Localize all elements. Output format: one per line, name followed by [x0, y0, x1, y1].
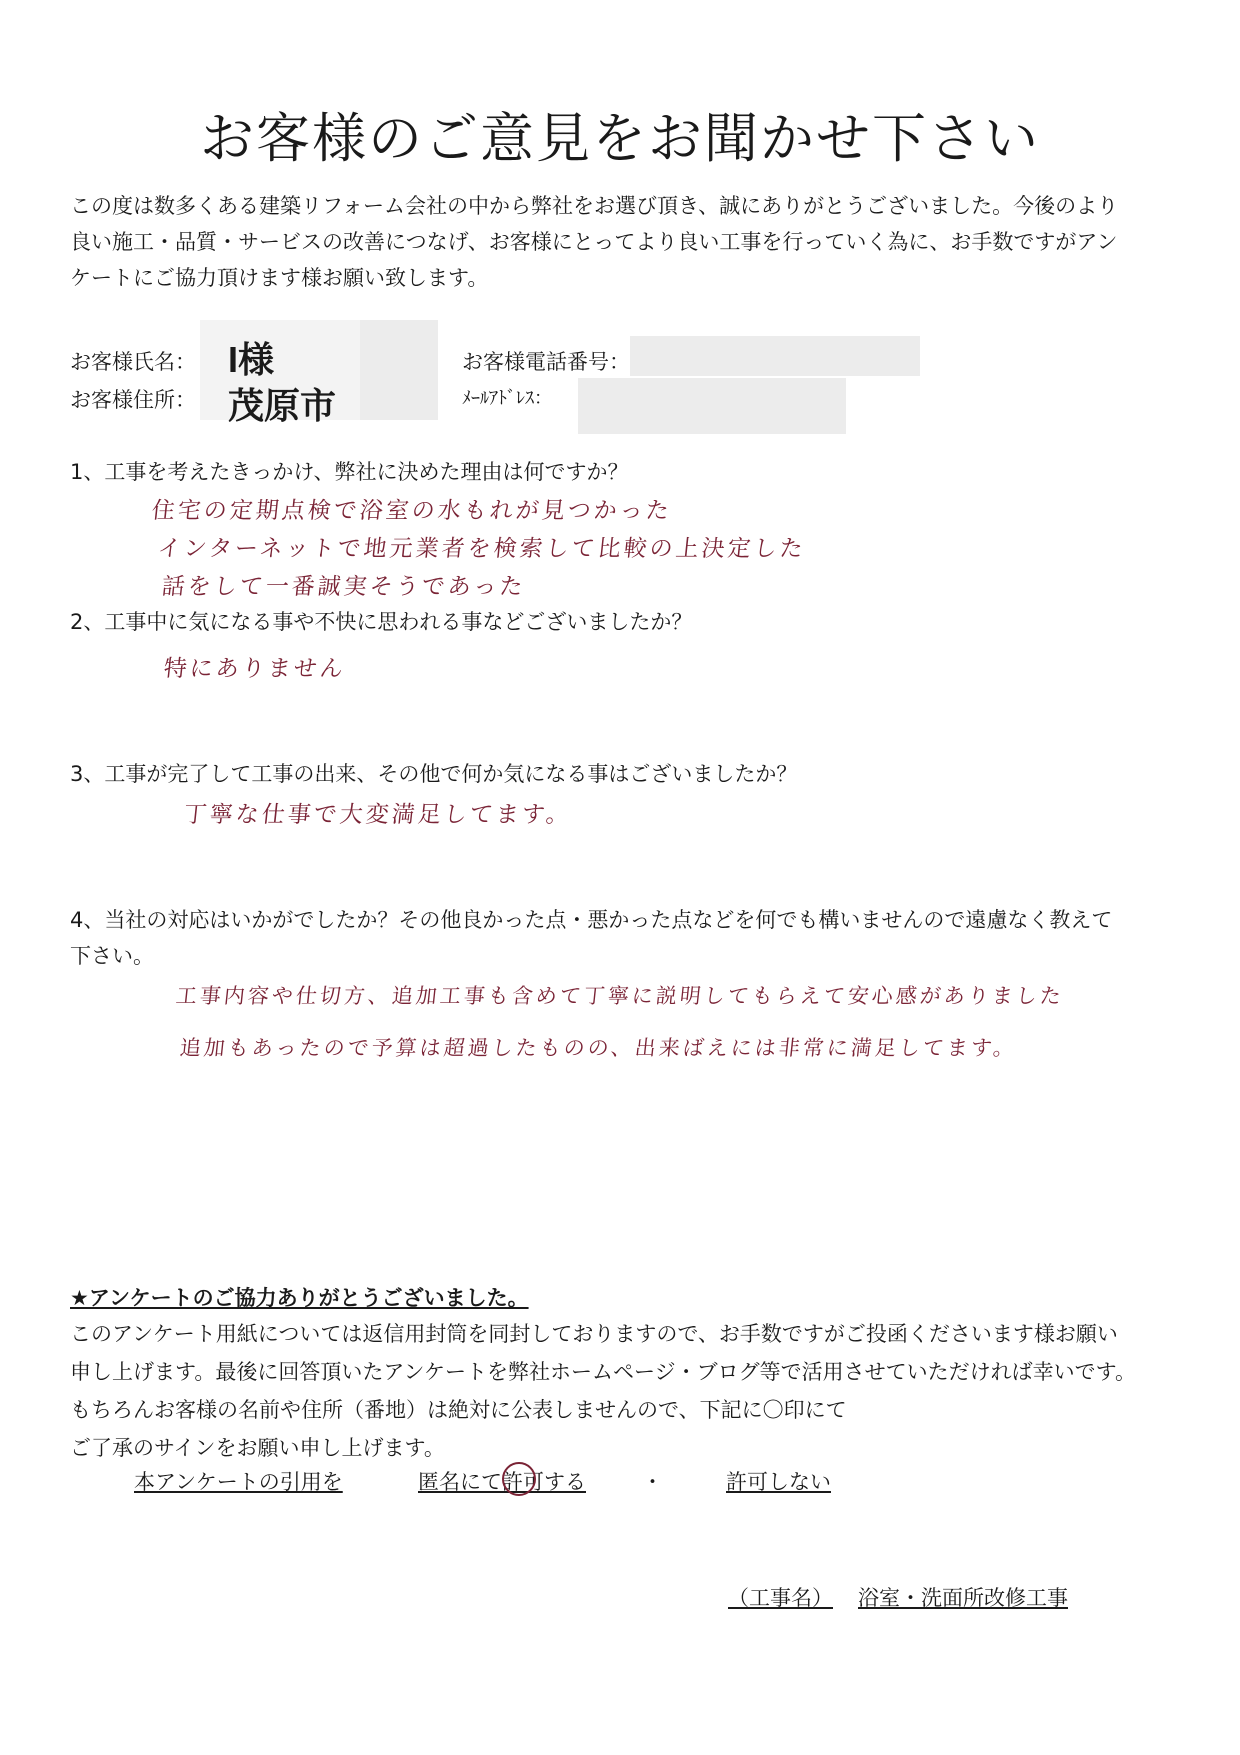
answer-4-line-2: 追加もあったので予算は超過したものの、出来ばえには非常に満足してます。: [178, 1036, 1019, 1060]
question-4: [70, 902, 1180, 974]
question-4-line: 下さい。: [70, 944, 154, 968]
intro-line: この度は数多くある建築リフォーム会社の中から弊社をお選び頂き、誠にありがとうございました。今後のより: [70, 194, 1119, 218]
intro-paragraph: [70, 188, 1180, 296]
thanks-heading: ★アンケートのご協力ありがとうございました。: [70, 1286, 529, 1310]
construction-name-label: （工事名）: [728, 1586, 833, 1610]
question-2: 2、工事中に気になる事や不快に思われる事などございましたか？: [70, 610, 693, 634]
redaction-block-phone: [630, 336, 920, 376]
page-title: お客様のご意見をお聞かせ下さい: [200, 107, 1040, 170]
customer-address-label: お客様住所：: [70, 388, 196, 412]
answer-1-line-3: 話をして一番誠実そうであった: [160, 574, 527, 600]
customer-name-label: お客様氏名：: [70, 350, 196, 374]
intro-line: ケートにご協力頂けます様お願い致します。: [70, 266, 489, 290]
footer-line: このアンケート用紙については返信用封筒を同封しておりますので、お手数ですがご投函くださいます様お願い: [70, 1322, 1118, 1346]
answer-2-line-1: 特にありません: [162, 656, 348, 682]
selection-circle-mark: [502, 1462, 536, 1496]
answer-1-line-2: インターネットで地元業者を検索して比較の上決定した: [156, 536, 808, 562]
customer-name-value: I様: [228, 339, 275, 380]
permit-prefix: 本アンケートの引用を: [134, 1470, 343, 1494]
question-3: 3、工事が完了して工事の出来、その他で何か気になる事はございましたか？: [70, 762, 798, 786]
customer-email-label: ﾒｰﾙｱﾄﾞﾚｽ：: [462, 388, 552, 409]
question-4-line: 4、当社の対応はいかがでしたか？その他良かった点・悪かった点などを何でも構いませんので遠慮なく教えて: [70, 908, 1113, 932]
customer-phone-label: お客様電話番号：: [462, 350, 630, 374]
permit-separator: ・: [642, 1470, 663, 1494]
footer-line: 申し上げます。最後に回答頂いたアンケートを弊社ホームページ・ブログ等で活用させていただければ幸いです。: [70, 1360, 1136, 1384]
footer-line: もちろんお客様の名前や住所（番地）は絶対に公表しませんので、下記に〇印にて: [70, 1398, 847, 1422]
answer-3-line-1: 丁寧な仕事で大変満足してます。: [182, 802, 574, 828]
construction-name-value: 浴室・洗面所改修工事: [858, 1586, 1068, 1610]
customer-address-value: 茂原市: [228, 385, 337, 426]
footer-line: ご了承のサインをお願い申し上げます。: [70, 1436, 445, 1460]
answer-1-line-1: 住宅の定期点検で浴室の水もれが見つかった: [150, 498, 674, 524]
permit-anonymous-option: 匿名にて許可する: [418, 1470, 586, 1494]
redaction-block-email: [578, 378, 846, 434]
permit-deny-option: 許可しない: [726, 1470, 831, 1494]
question-1: 1、工事を考えたきっかけ、弊社に決めた理由は何ですか？: [70, 460, 629, 484]
intro-line: 良い施工・品質・サービスの改善につなげ、お客様にとってより良い工事を行っていく為に、お手数ですがアン: [70, 230, 1118, 254]
answer-4-line-1: 工事内容や仕切方、追加工事も含めて丁寧に説明してもらえて安心感がありました: [174, 984, 1066, 1008]
